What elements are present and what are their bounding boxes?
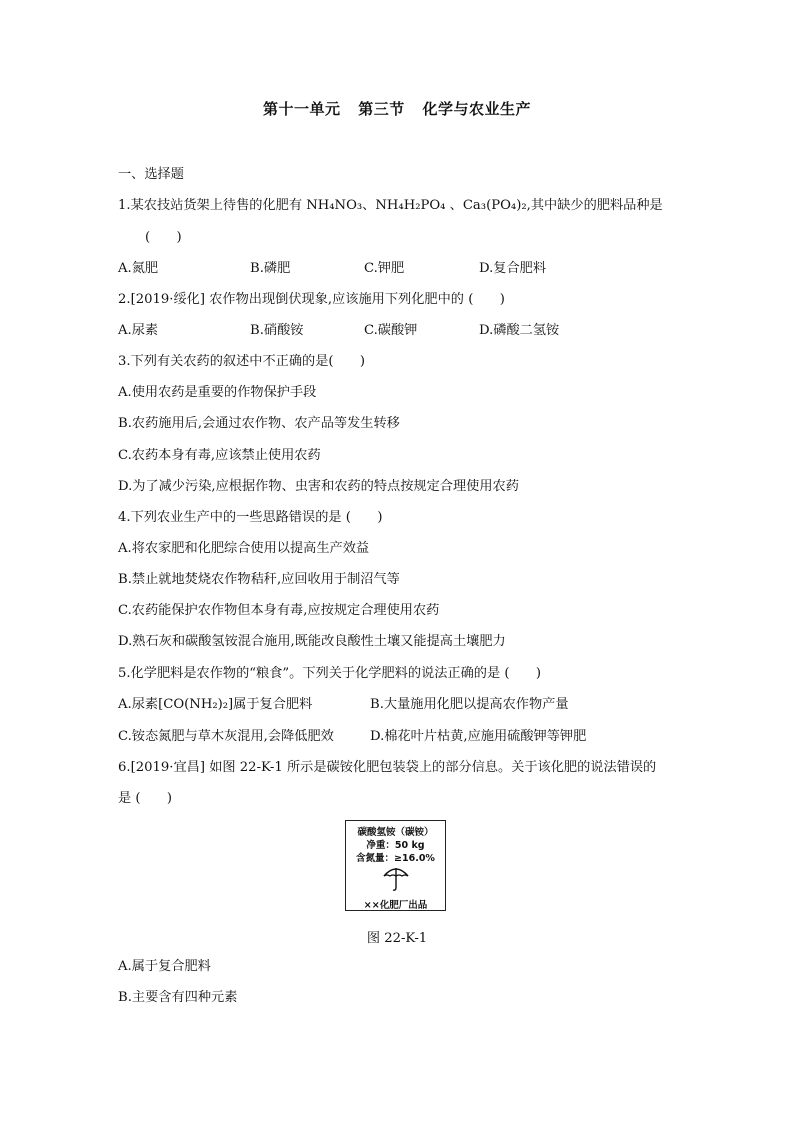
option-b: B.主要含有四种元素 [118, 990, 238, 1005]
question-number: 5. [118, 666, 131, 681]
question-text: 化学肥料是农作物的“粮食”。下列关于化学肥料的说法正确的是 [130, 666, 501, 681]
option-b: B.磷肥 [250, 261, 291, 276]
figure-caption: 图 22-K-1 [366, 931, 428, 946]
option-d: D.熟石灰和碳酸氢铵混合施用,既能改良酸性土壤又能提高土壤肥力 [118, 634, 506, 649]
option-d: D.磷酸二氢铵 [479, 323, 560, 338]
option-d: D.为了减少污染,应根据作物、虫害和农药的特点按规定合理使用农药 [118, 479, 519, 494]
answer-paren: ( ) [345, 510, 383, 525]
figure-product-name: 碳酸氢铵（碳铵） [357, 827, 434, 838]
fertilizer-label-figure [345, 820, 446, 911]
question-number: 6. [118, 760, 131, 775]
option-a: A.将农家肥和化肥综合使用以提高生产效益 [118, 541, 370, 556]
question-number: 4. [118, 510, 131, 525]
option-a: A.尿素[CO(NH₂)₂]属于复合肥料 [118, 697, 313, 712]
question-5-stem [118, 664, 541, 684]
page-title [0, 98, 794, 119]
answer-paren: ( ) [504, 666, 542, 681]
option-a: A.使用农药是重要的作物保护手段 [118, 385, 317, 400]
figure-nitrogen-content: 含氮量：≥16.0% [356, 853, 435, 864]
answer-paren: ( ) [135, 791, 173, 806]
question-text: 下列农业生产中的一些思路错误的是 [130, 510, 342, 525]
question-3-stem [118, 352, 365, 372]
option-c: C.钾肥 [364, 261, 405, 276]
option-d: D.棉花叶片枯黄,应施用硫酸钾等钾肥 [370, 729, 587, 744]
question-text: 如图 22-K-1 所示是碳铵化肥包装袋上的部分信息。关于该化肥的说法错误的 [209, 760, 657, 775]
question-text: 某农技站货架上待售的化肥有 NH₄NO₃、NH₄H₂PO₄ 、Ca₃(PO₄)₂,其中缺少的肥料品种是 [130, 198, 663, 213]
figure-net-weight: 净重：50 kg [366, 840, 425, 851]
title-section: 第三节 [358, 100, 405, 118]
option-b: B.农药施用后,会通过农作物、农产品等发生转移 [118, 416, 400, 431]
question-number: 1. [118, 198, 131, 213]
option-a: A.属于复合肥料 [118, 959, 211, 974]
question-source: [2019·宜昌] [130, 760, 206, 775]
option-a: A.氮肥 [118, 261, 159, 276]
question-source: [2019·绥化] [130, 292, 206, 307]
figure-manufacturer: ××化肥厂出品 [363, 900, 428, 911]
answer-paren: ( ) [328, 354, 366, 369]
section-heading: 一、选择题 [118, 167, 184, 182]
question-6-stem [118, 758, 656, 778]
question-1-stem [118, 196, 663, 216]
question-text: 农作物出现倒伏现象,应该施用下列化肥中的 [209, 292, 464, 307]
option-b: B.硝酸铵 [250, 323, 304, 338]
question-number: 2. [118, 292, 131, 307]
title-unit: 第十一单元 [262, 100, 341, 118]
option-c: C.铵态氮肥与草木灰混用,会降低肥效 [118, 729, 334, 744]
option-b: B.大量施用化肥以提高农作物产量 [370, 697, 569, 712]
question-text-cont: 是 [118, 791, 132, 806]
option-d: D.复合肥料 [479, 261, 547, 276]
question-1-paren: ( ) [145, 230, 182, 245]
question-text: 下列有关农药的叙述中不正确的是 [130, 354, 329, 369]
title-topic: 化学与农业生产 [422, 100, 531, 118]
option-c: C.农药能保护农作物但本身有毒,应按规定合理使用农药 [118, 603, 440, 618]
option-c: C.碳酸钾 [364, 323, 418, 338]
option-c: C.农药本身有毒,应该禁止使用农药 [118, 448, 321, 463]
answer-paren: ( ) [468, 292, 505, 307]
question-6-stem-cont [118, 789, 172, 809]
option-b: B.禁止就地焚烧农作物秸秆,应回收用于制沼气等 [118, 572, 400, 587]
question-4-stem [118, 508, 382, 528]
question-2-stem [118, 290, 505, 310]
option-a: A.尿素 [118, 323, 159, 338]
question-number: 3. [118, 354, 131, 369]
umbrella-icon [382, 865, 410, 893]
